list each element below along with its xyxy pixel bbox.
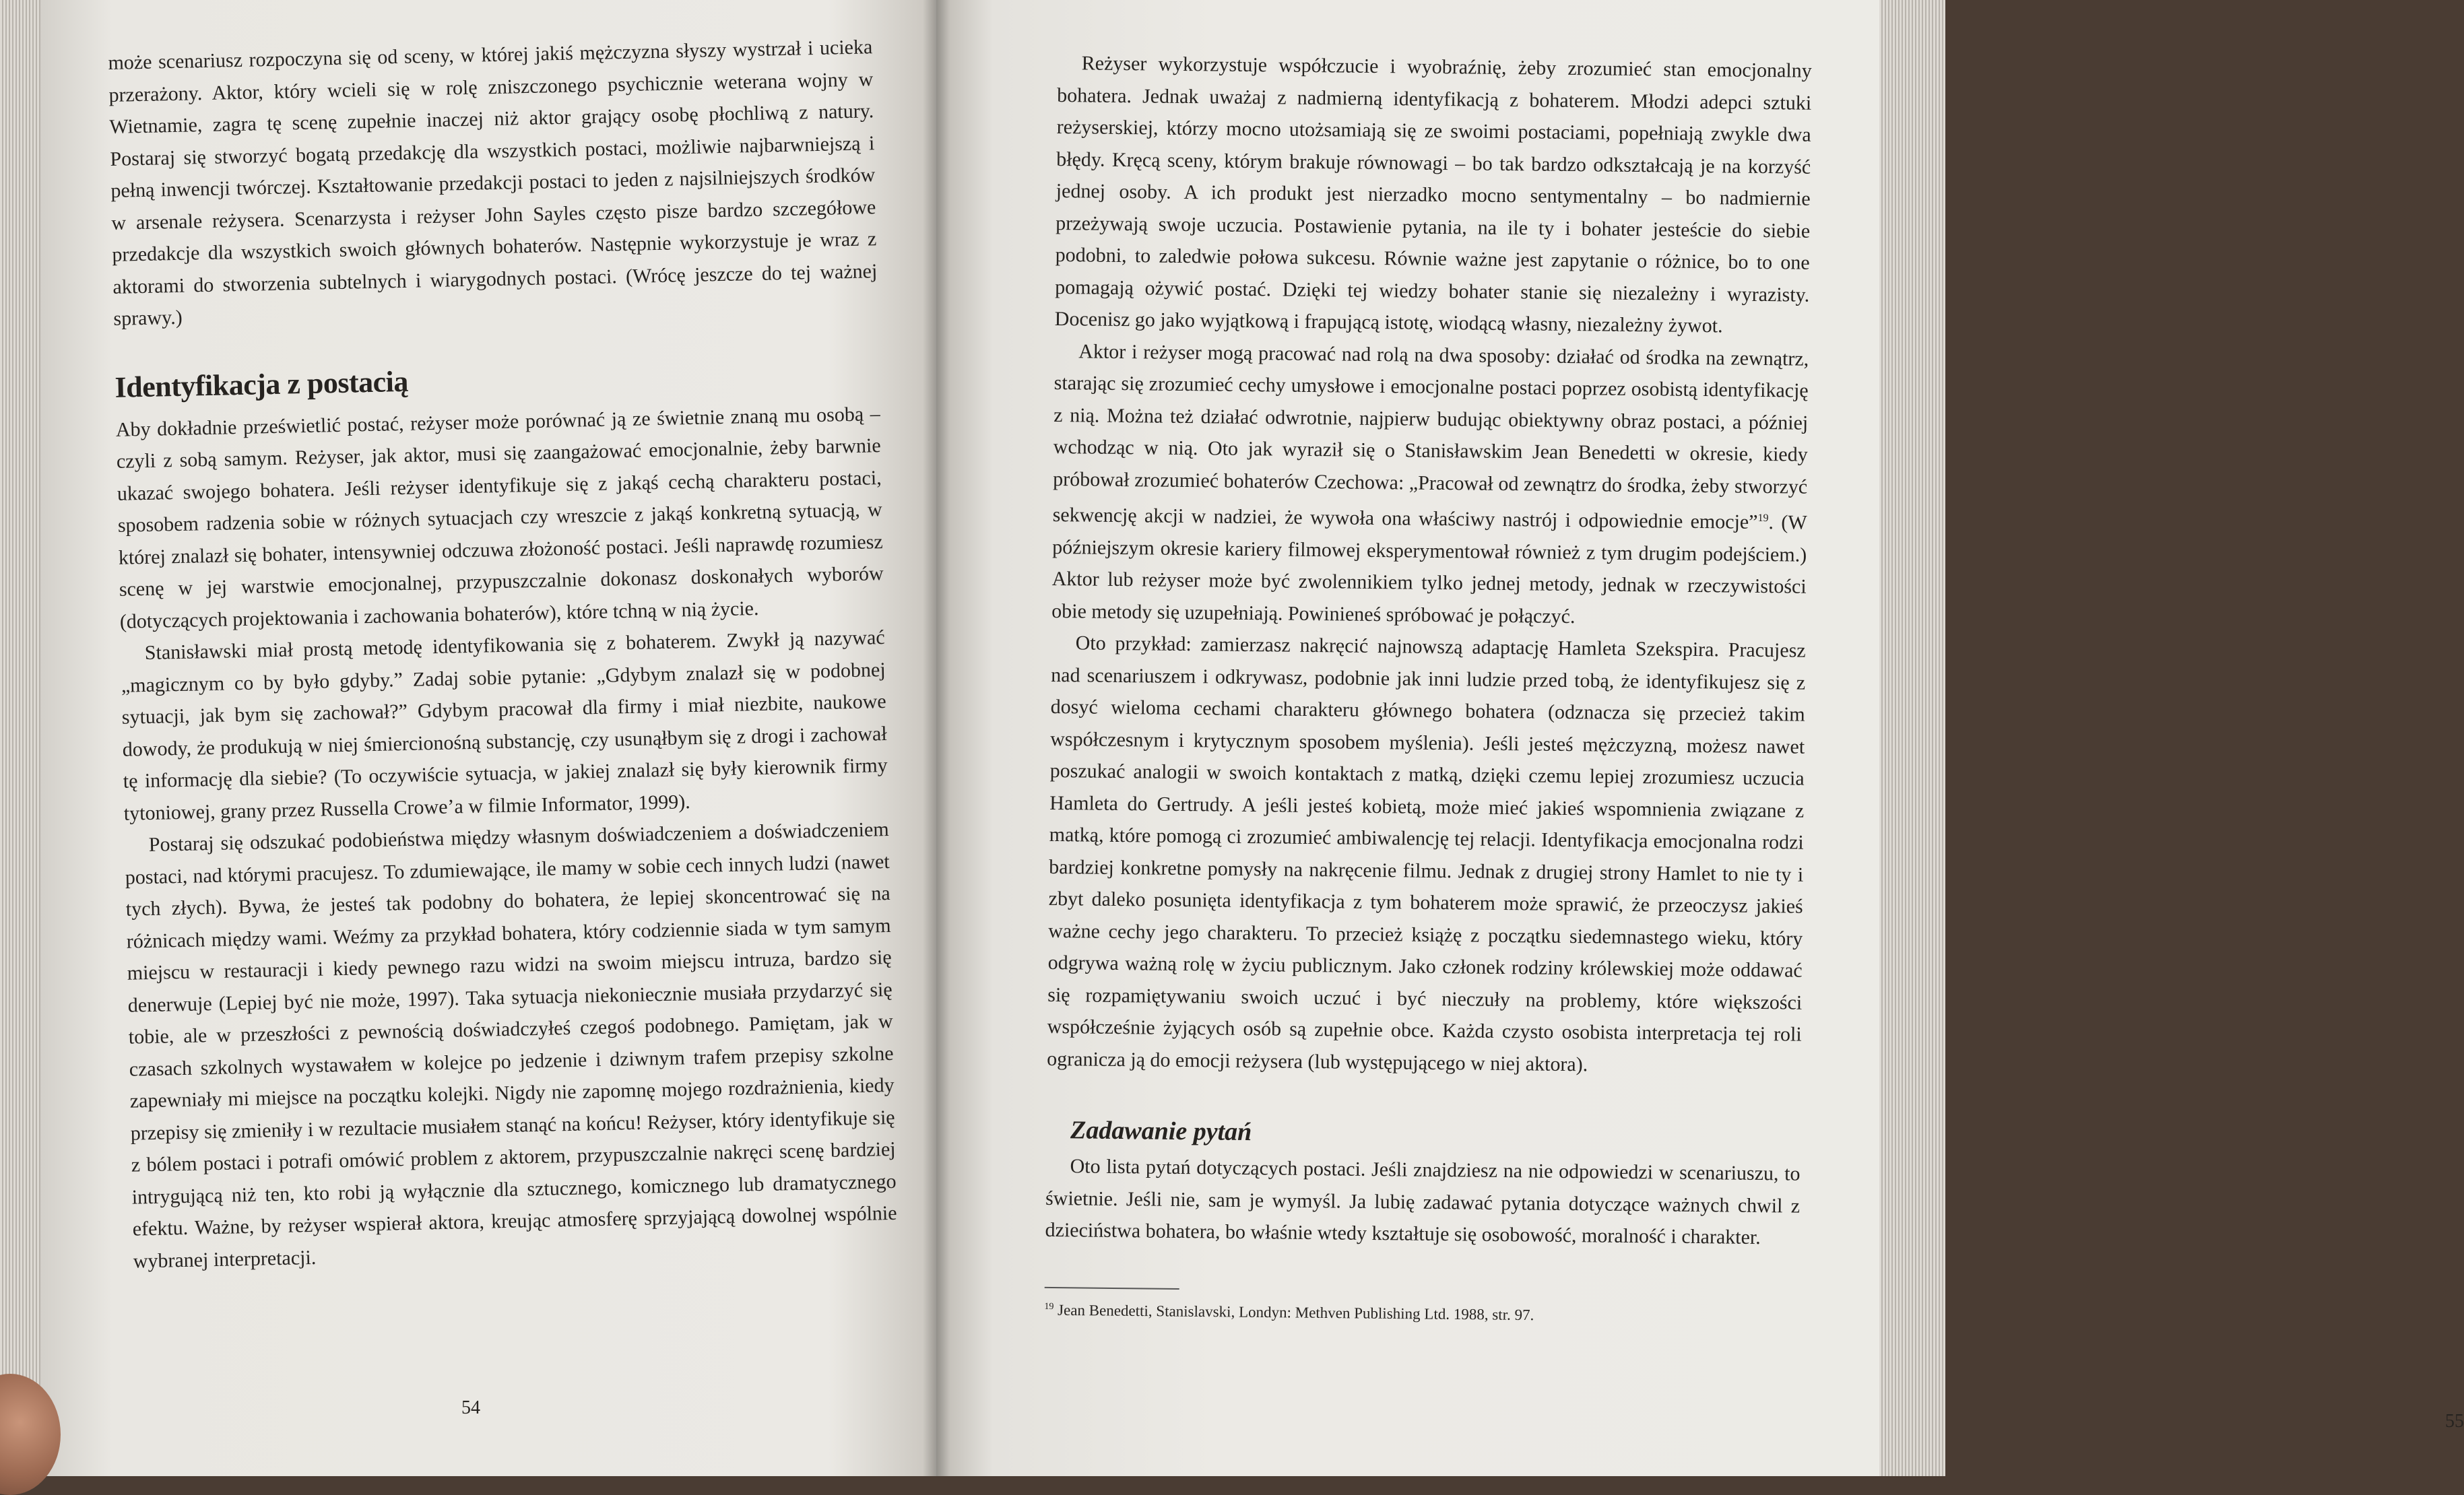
right-paragraph-2-tail: . (W późniejszym okresie kariery filmowej eksperymentował również z tym drugim podejściem.) Aktor lub reżyser może być zwolennikiem tylko jednej metody, jednak w rzeczywistości obie metody się uzupełniają. Powinieneś spróbować je połączyć.	[1051, 511, 1807, 628]
footnote	[1044, 1296, 1798, 1328]
left-paragraph-3: Stanisławski miał prostą metodę identyfikowania się z bohaterem. Zwykł ją nazywać „magicznym co by było gdyby.” Zadaj sobie pytanie: „Gdybym znalazł się w podobnej sytuacji, jak bym się zachował?” Gdybym pracował dla firmy i miał niezbite, naukowe dowody, że produkują w niej śmiercionośną substancję, czy usunąłbym się z drogi i zachował tę informację dla siebie? (To oczywiście sytuacja, w jakiej znalazł się były kierownik firmy tytoniowej, grany przez Russella Crowe’a w filmie Informator, 1999).	[121, 626, 888, 825]
right-page-edges	[1873, 0, 1945, 1476]
left-paragraph-1: może scenariusz rozpoczyna się od sceny, w której jakiś mężczyzna słyszy wystrzał i ucieka przerażony. Aktor, który wcieli się w rolę zniszczonego psychicznie weterana wojny w Wietnamie, zagra tę scenę zupełnie inaczej niż aktor grający osobę płochliwą z natury. Postaraj się stworzyć bogatą przedakcję dla wszystkich postaci, możliwie najbarwniejszą i pełną inwencji twórczej. Kształtowanie przedakcji postaci to jeden z najsilniejszych środków w arsenale reżysera. Scenarzysta i reżyser John Sayles często pisze bardzo szczegółowe przedakcje dla wszystkich swoich głównych bohaterów. Następnie wykorzystuje je wraz z aktorami do stworzenia subtelnych i wiarygodnych postaci. (Wrócę jeszcze do tej ważnej sprawy.)	[108, 36, 878, 330]
left-paragraph-4: Postaraj się odszukać podobieństwa między własnym doświadczeniem a doświadczeniem postaci, nad którymi pracujesz. To zdumiewające, ile mamy w sobie cech innych ludzi (nawet tych złych). Bywa, że jesteś tak podobny do bohatera, że lepiej skoncentrować się na różnicach między wami. Weźmy za przykład bohatera, który codziennie siada w tym samym miejscu w restauracji i kiedy pewnego razu widzi na swoim miejscu intruza, bardzo się denerwuje (Lepiej być nie może, 1997). Taka sytuacja niekoniecznie musiała przydarzyć się tobie, ale w przeszłości z pewnością doświadczyłeś czegoś podobnego. Pamiętam, jak w czasach szkolnych wystawałem w kolejce po jedzenie i dziwnym trafem przepisy szkolne zapewniały mi miejsce na początku kolejki. Nigdy nie zapomnę mojego rozdrażnienia, kiedy przepisy się zmieniły i w rezultacie musiałem stanąć na końcu! Reżyser, który identyfikuje się z bólem postaci i potrafi omówić problem z aktorem, przypuszczalnie nakręci scenę bardziej intrygującą niż ten, kto robi ją wyłącznie dla sztucznego, komicznego lub dramatycznego efektu. Ważne, by reżyser wspierał aktora, kreując atmosferę sprzyjającą dowolnej wspólnie wybranej interpretacji.	[125, 818, 897, 1273]
footnote-divider	[1045, 1286, 1179, 1289]
right-paragraph-2-text: Aktor i reżyser mogą pracować nad rolą na dwa sposoby: działać od środka na zewnątrz, starając się zrozumieć cechy umysłowe i emocjonalne postaci poprzez osobistą identyfikację z nią. Można też działać odwrotnie, najpierw budując obiektywny obraz postaci, a później wchodząc w nią. Oto jak wyraził się o Stanisławskim Jean Benedetti w okresie, kiedy próbował zrozumieć bohaterów Czechowa: „Pracował od zewnątrz do środka, żeby stworzyć sekwencję akcji w nadziei, że wywoła ona właściwy nastrój i odpowiednie emocje”	[1052, 339, 1809, 533]
section-heading: Identyfikacja z postacią	[115, 364, 409, 404]
right-page	[936, 0, 2464, 1476]
page-number-left: 54	[461, 1397, 480, 1418]
right-paragraph-3: Oto przykład: zamierzasz nakręcić najnowszą adaptację Hamleta Szekspira. Pracujesz nad scenariuszem i odkrywasz, podobnie jak inni ludzie przed tobą, że identyfikujesz się z dosyć wieloma cechami charakteru głównego bohatera (odznacza się przecież takim współczesnym i krytycznym sposobem myślenia). Jeśli jesteś mężczyzną, możesz nawet poszukać analogii w swoich kontaktach z matką, dzięki czemu lepiej zrozumiesz uczucia Hamleta do Gertrudy. A jeśli jesteś kobietą, może mieć jakieś wspomnienia związane z matką, które pomogą ci zrozumieć ambiwalencję tej relacji. Identyfikacja emocjonalna rodzi bardziej konkretne pomysły na nakręcenie filmu. Jednak z drugiej strony Hamlet to nie ty i zbyt daleko posunięta identyfikacja z tym bohaterem może sprawić, że przeoczysz jakieś ważne cechy jego charakteru. To przecież książę z początku siedemnastego wieku, który odgrywa ważną rolę w życiu publicznym. Jako członek rodziny królewskiej może oddawać się rozpamiętywaniu swoich uczuć i być nieczuły na problemy, które większości współcześnie żyjących osób są zupełnie obce. Każda czysto osobista interpretacja tej roli ogranicza ją do emocji reżysera (lub występującego w niej aktora).	[1047, 632, 1806, 1075]
page-number-right: 55	[2445, 1411, 2464, 1432]
right-paragraph-1: Reżyser wykorzystuje współczucie i wyobraźnię, żeby zrozumieć stan emocjonalny bohatera. Jednak uważaj z nadmierną identyfikacją z bohaterem. Młodzi adepci sztuki reżyserskiej, którzy mocno utożsamiają się ze swoimi postaciami, popełniają zwykle dwa błędy. Kręcą sceny, którym brakuje równowagi – bo tak bardzo odkształcają je na korzyść jednej osoby. A ich produkt jest nierzadko mocno sentymentalny – bo nadmiernie przeżywają swoje uczucia. Postawienie pytania, na ile ty i bohater jesteście do siebie podobni, to zaledwie połowa sukcesu. Równie ważne jest zapytanie o różnice, bo to one pomagają ożywić postać. Dzięki tej wiedzy bohater stanie się niezależny i wyrazisty. Docenisz go jako wyjątkową i frapującą istotę, wiodącą własny, niezależny żywot.	[1054, 52, 1812, 337]
right-page-text	[1044, 47, 1812, 1329]
footnote-reference: 19	[1757, 512, 1769, 525]
right-paragraph-2	[1051, 335, 1809, 634]
subsection-heading: Zadawanie pytań	[1070, 1116, 1252, 1147]
left-paragraph-2: Aby dokładnie prześwietlić postać, reżyser może porównać ją ze świetnie znaną mu osobą – czyli z sobą samym. Reżyser, jak aktor, musi się zaangażować emocjonalnie, żeby barwnie ukazać swojego bohatera. Jeśli reżyser identyfikuje się z jakąś cechą charakteru postaci, sposobem radzenia sobie w różnych sytuacjach czy wreszcie z jakąś konkretną sytuacją, w której znalazł się bohater, intensywniej odczuwa złożoność postaci. Jeśli naprawdę rozumiesz scenę w jej warstwie emocjonalnej, przypuszczalnie dokonasz doskonałych wyborów (dotyczących projektowania i zachowania bohaterów), które tchną w nią życie.	[115, 402, 884, 633]
left-page-text	[108, 31, 898, 1277]
footnote-number: 19	[1044, 1301, 1054, 1312]
footnote-text: Jean Benedetti, Stanislavski, Londyn: Methven Publishing Ltd. 1988, str. 97.	[1057, 1301, 1534, 1323]
book-spine-shadow	[923, 0, 950, 1476]
left-page	[40, 0, 936, 1476]
right-paragraph-4: Oto lista pytań dotyczących postaci. Jeśli znajdziesz na nie odpowiedzi w scenariuszu, to świetnie. Jeśli nie, sam je wymyśl. Ja lubię zadawać pytania dotyczące ważnych chwil z dzieciństwa bohatera, bo właśnie wtedy kształtuje się osobowość, moralność i charakter.	[1045, 1155, 1801, 1249]
